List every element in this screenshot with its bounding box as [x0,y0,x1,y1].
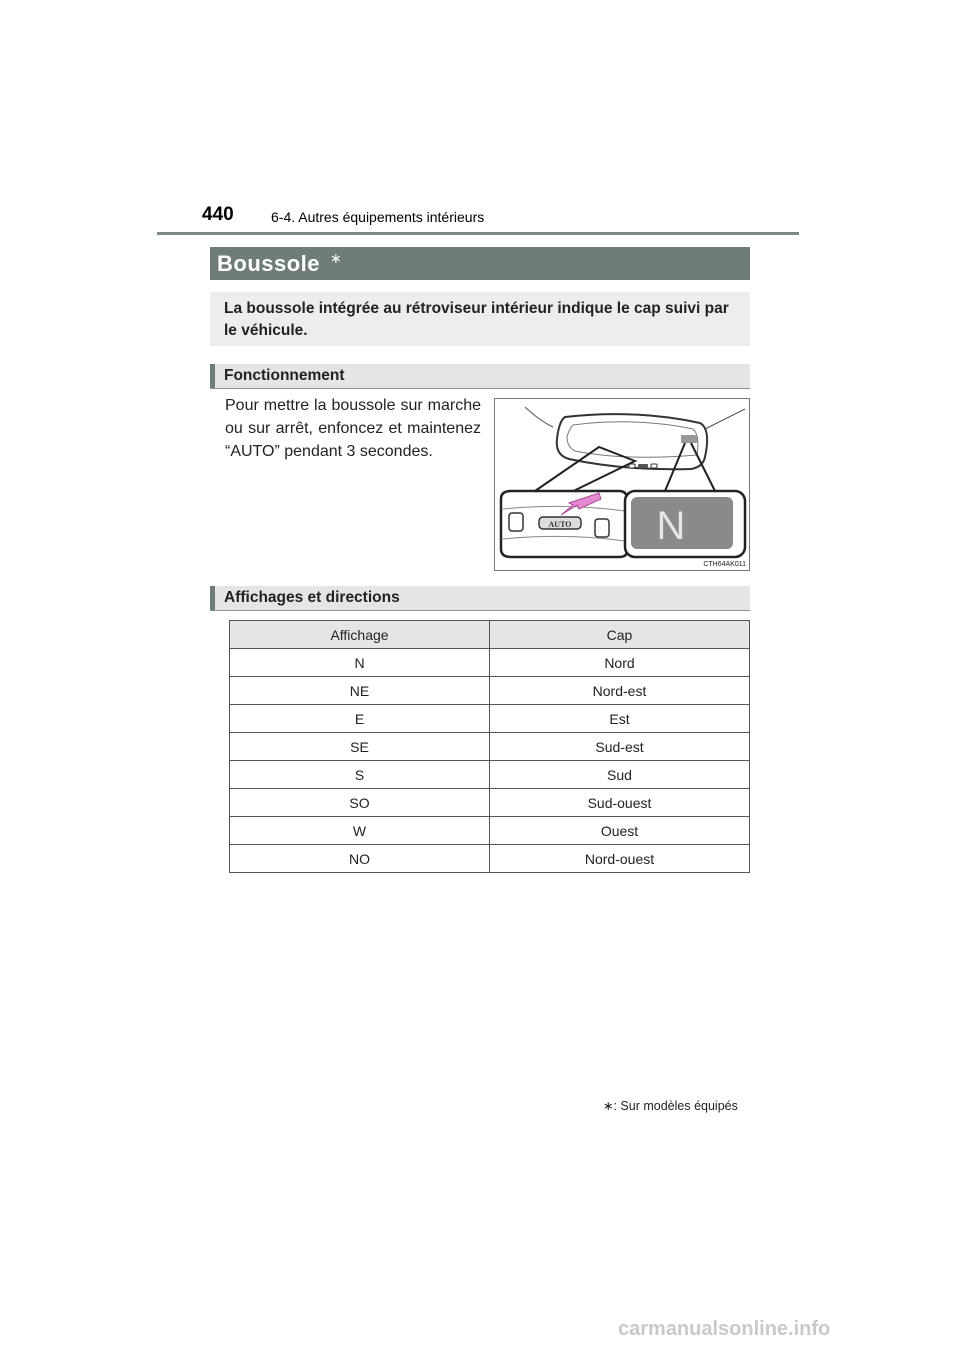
subheading-operation [210,364,750,389]
table-row [230,733,750,761]
operation-body-text: Pour mettre la boussole sur marche ou sur arrêt, enfoncez et maintenez “AUTO” pendant 3 secondes. [225,397,481,460]
display-cell: NE [230,677,490,705]
mirror-illustration [494,398,750,571]
display-cell: SE [230,733,490,761]
display-cell: S [230,761,490,789]
header-rule [157,232,799,235]
heading-cell: Nord [490,649,750,677]
display-cell: N [230,649,490,677]
heading-cell: Sud [490,761,750,789]
page-number: 440 [202,204,234,225]
page-title: Boussole [217,251,321,276]
asterisk-icon: ∗ [330,250,342,266]
table-row [230,761,750,789]
display-cell: SO [230,789,490,817]
subheading-accent [210,586,215,610]
table-row [230,649,750,677]
heading-cell: Nord-est [490,677,750,705]
table-row [230,845,750,873]
table-row [230,705,750,733]
auto-button-label: AUTO [548,520,572,529]
heading-cell: Est [490,705,750,733]
heading-cell: Sud-est [490,733,750,761]
directions-table [229,620,750,873]
subheading-displays-text: Affichages et directions [224,589,400,606]
page-title-bar [210,247,750,280]
display-cell: NO [230,845,490,873]
subheading-displays [210,586,750,611]
footnote-text: : Sur modèles équipés [613,1099,738,1113]
illustration-code: CTH64AK011 [703,561,746,568]
section-label: 6-4. Autres équipements intérieurs [271,209,485,225]
intro-box [210,292,750,346]
display-cell: W [230,817,490,845]
table-row [230,789,750,817]
table-row [230,817,750,845]
table-row [230,677,750,705]
intro-text: La boussole intégrée au rétroviseur intérieur indique le cap suivi par le véhicule. [224,300,729,339]
asterisk-icon: ∗ [603,1099,614,1113]
column-header-heading: Cap [490,621,750,649]
display-cell: E [230,705,490,733]
rearview-mirror-icon [495,399,749,570]
subheading-accent [210,364,215,388]
subheading-operation-text: Fonctionnement [224,367,345,384]
table-header-row [230,621,750,649]
footnote [603,1098,738,1113]
compass-display-letter: N [656,504,686,548]
watermark: carmanualsonline.info [618,1318,831,1340]
heading-cell: Ouest [490,817,750,845]
column-header-display: Affichage [230,621,490,649]
heading-cell: Sud-ouest [490,789,750,817]
heading-cell: Nord-ouest [490,845,750,873]
